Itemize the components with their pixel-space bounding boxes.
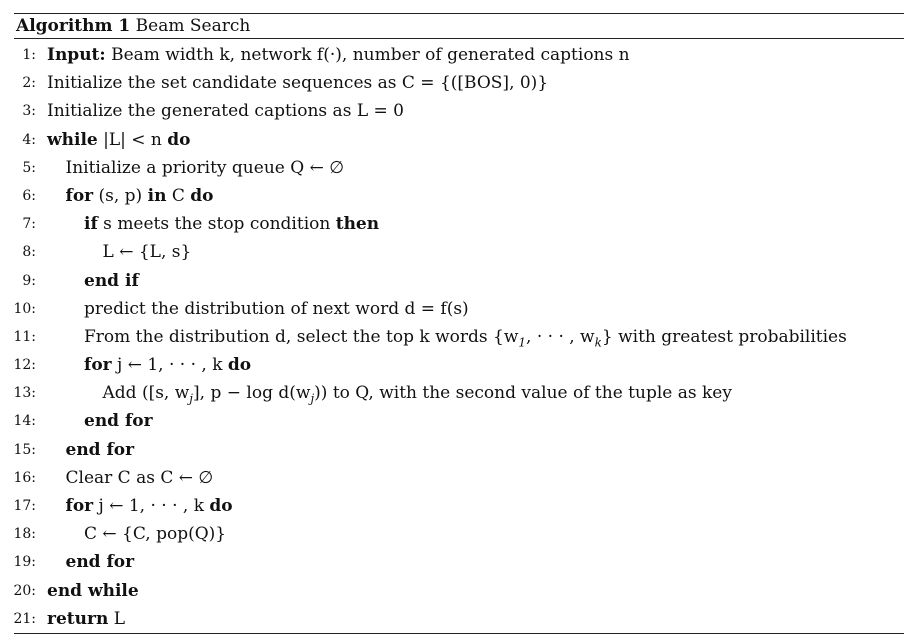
keyword: then: [335, 214, 380, 235]
line-code: [47, 41, 630, 69]
algorithm-line: [14, 379, 904, 407]
line-text: Initialize a priority queue Q ← ∅: [65, 157, 345, 178]
line-number: 16:: [13, 469, 36, 486]
line-number: 9:: [22, 272, 36, 289]
line-number: 18:: [13, 526, 36, 543]
algorithm-line: [14, 97, 904, 125]
line-number: 1:: [22, 47, 36, 63]
algorithm-line: [14, 464, 904, 492]
line-number: 13:: [13, 385, 36, 402]
line-text: Clear C as C ← ∅: [65, 467, 214, 488]
line-code: [47, 577, 139, 605]
line-code: [66, 492, 233, 520]
algorithm-line: [14, 436, 904, 464]
algorithm-line: [14, 154, 904, 182]
algorithm-lines: [14, 39, 904, 633]
algorithm-line: [14, 548, 904, 576]
algorithm-label: Algorithm 1: [16, 16, 131, 36]
line-text: L: [108, 608, 126, 629]
algorithm-line: [14, 407, 904, 435]
algorithm-line: [14, 126, 904, 154]
line-number: 3:: [22, 103, 36, 120]
keyword: end while: [47, 580, 139, 601]
keyword: if: [84, 214, 98, 235]
bottom-rule: [14, 633, 904, 634]
line-code: [66, 464, 214, 492]
line-text: predict the distribution of next word d = f(s): [84, 298, 469, 319]
line-text: C ← {C, pop(Q)}: [84, 524, 227, 545]
line-number: 11:: [13, 328, 36, 345]
line-text: } with greatest probabilities: [601, 326, 847, 347]
keyword: while: [47, 129, 98, 150]
algorithm-line: [14, 238, 904, 266]
algorithm-line: [14, 69, 904, 97]
subscript: k: [594, 335, 602, 350]
line-number: 12:: [13, 357, 36, 374]
line-code: [47, 605, 125, 633]
line-text: j ← 1, · · · , k: [93, 496, 210, 516]
line-code: [84, 295, 469, 323]
algorithm-line: [14, 520, 904, 548]
line-number: 15:: [13, 441, 36, 458]
line-number: 7:: [22, 216, 36, 233]
line-number: 6:: [22, 187, 36, 204]
line-number: 20:: [13, 582, 36, 599]
algorithm-line: [14, 295, 904, 323]
line-text: Beam width k, network f(·), number of generated captions n: [105, 45, 630, 65]
algorithm-line: [14, 605, 904, 633]
algorithm-line: [14, 351, 904, 379]
line-text: , · · · , w: [526, 326, 595, 347]
algorithm-line: [14, 210, 904, 238]
line-number: 4:: [22, 131, 36, 148]
line-text: (s, p): [93, 185, 148, 206]
algorithm-title: Beam Search: [135, 16, 251, 36]
line-code: [84, 267, 139, 295]
keyword: for: [84, 355, 112, 376]
keyword: do: [167, 129, 191, 150]
line-code: [66, 436, 135, 464]
algorithm-line: [14, 577, 904, 605]
algorithm-line: [14, 323, 904, 351]
line-text: j ← 1, · · · , k: [111, 355, 228, 376]
subscript: 1: [518, 335, 527, 350]
keyword: do: [209, 496, 233, 516]
line-number: 19:: [13, 554, 36, 571]
line-code: [103, 238, 192, 266]
line-code: [66, 154, 345, 182]
line-text: L ← {L, s}: [102, 242, 192, 263]
algorithm-line: [14, 492, 904, 520]
line-number: 8:: [22, 244, 36, 261]
line-code: [84, 407, 153, 435]
keyword: for: [65, 185, 94, 206]
line-text: C: [166, 185, 191, 206]
algorithm-line: [14, 182, 904, 210]
line-number: 2:: [22, 75, 36, 92]
keyword: end if: [84, 270, 139, 291]
line-text: ], p − log d(w: [193, 383, 311, 404]
keyword: return: [47, 608, 109, 629]
line-code: [84, 351, 251, 379]
algorithm-line: [14, 41, 904, 69]
line-text: s meets the stop condition: [97, 214, 336, 235]
line-code: [47, 97, 404, 125]
line-code: [47, 69, 548, 97]
keyword: end for: [84, 411, 153, 432]
line-text: )) to Q, with the second value of the tuple as key: [314, 383, 732, 404]
subscript: j: [189, 391, 194, 406]
line-code: [66, 548, 135, 576]
algorithm-caption: [14, 14, 904, 38]
line-code: [84, 520, 226, 548]
subscript: j: [310, 391, 315, 406]
keyword: Input:: [47, 45, 106, 65]
keyword: do: [227, 355, 252, 376]
line-number: 21:: [13, 610, 36, 627]
keyword: for: [65, 496, 94, 516]
line-text: |L| < n: [97, 129, 168, 150]
line-number: 10:: [13, 300, 36, 317]
line-number: 14:: [13, 413, 36, 430]
keyword: do: [190, 185, 214, 206]
line-code: [66, 182, 214, 210]
algorithm-line: [14, 267, 904, 295]
keyword: end for: [65, 439, 135, 460]
line-code: [47, 126, 191, 154]
keyword: in: [147, 185, 167, 206]
line-text: Initialize the generated captions as L = 0: [47, 101, 404, 122]
line-text: Add ([s, w: [102, 383, 190, 404]
line-number: 17:: [13, 498, 36, 514]
line-text: From the distribution d, select the top k words {w: [84, 326, 519, 347]
algorithm-block: [14, 13, 904, 634]
line-code: [84, 210, 379, 238]
keyword: end for: [65, 552, 135, 573]
line-text: Initialize the set candidate sequences as C = {([BOS], 0)}: [47, 73, 549, 94]
line-number: 5:: [22, 159, 36, 176]
